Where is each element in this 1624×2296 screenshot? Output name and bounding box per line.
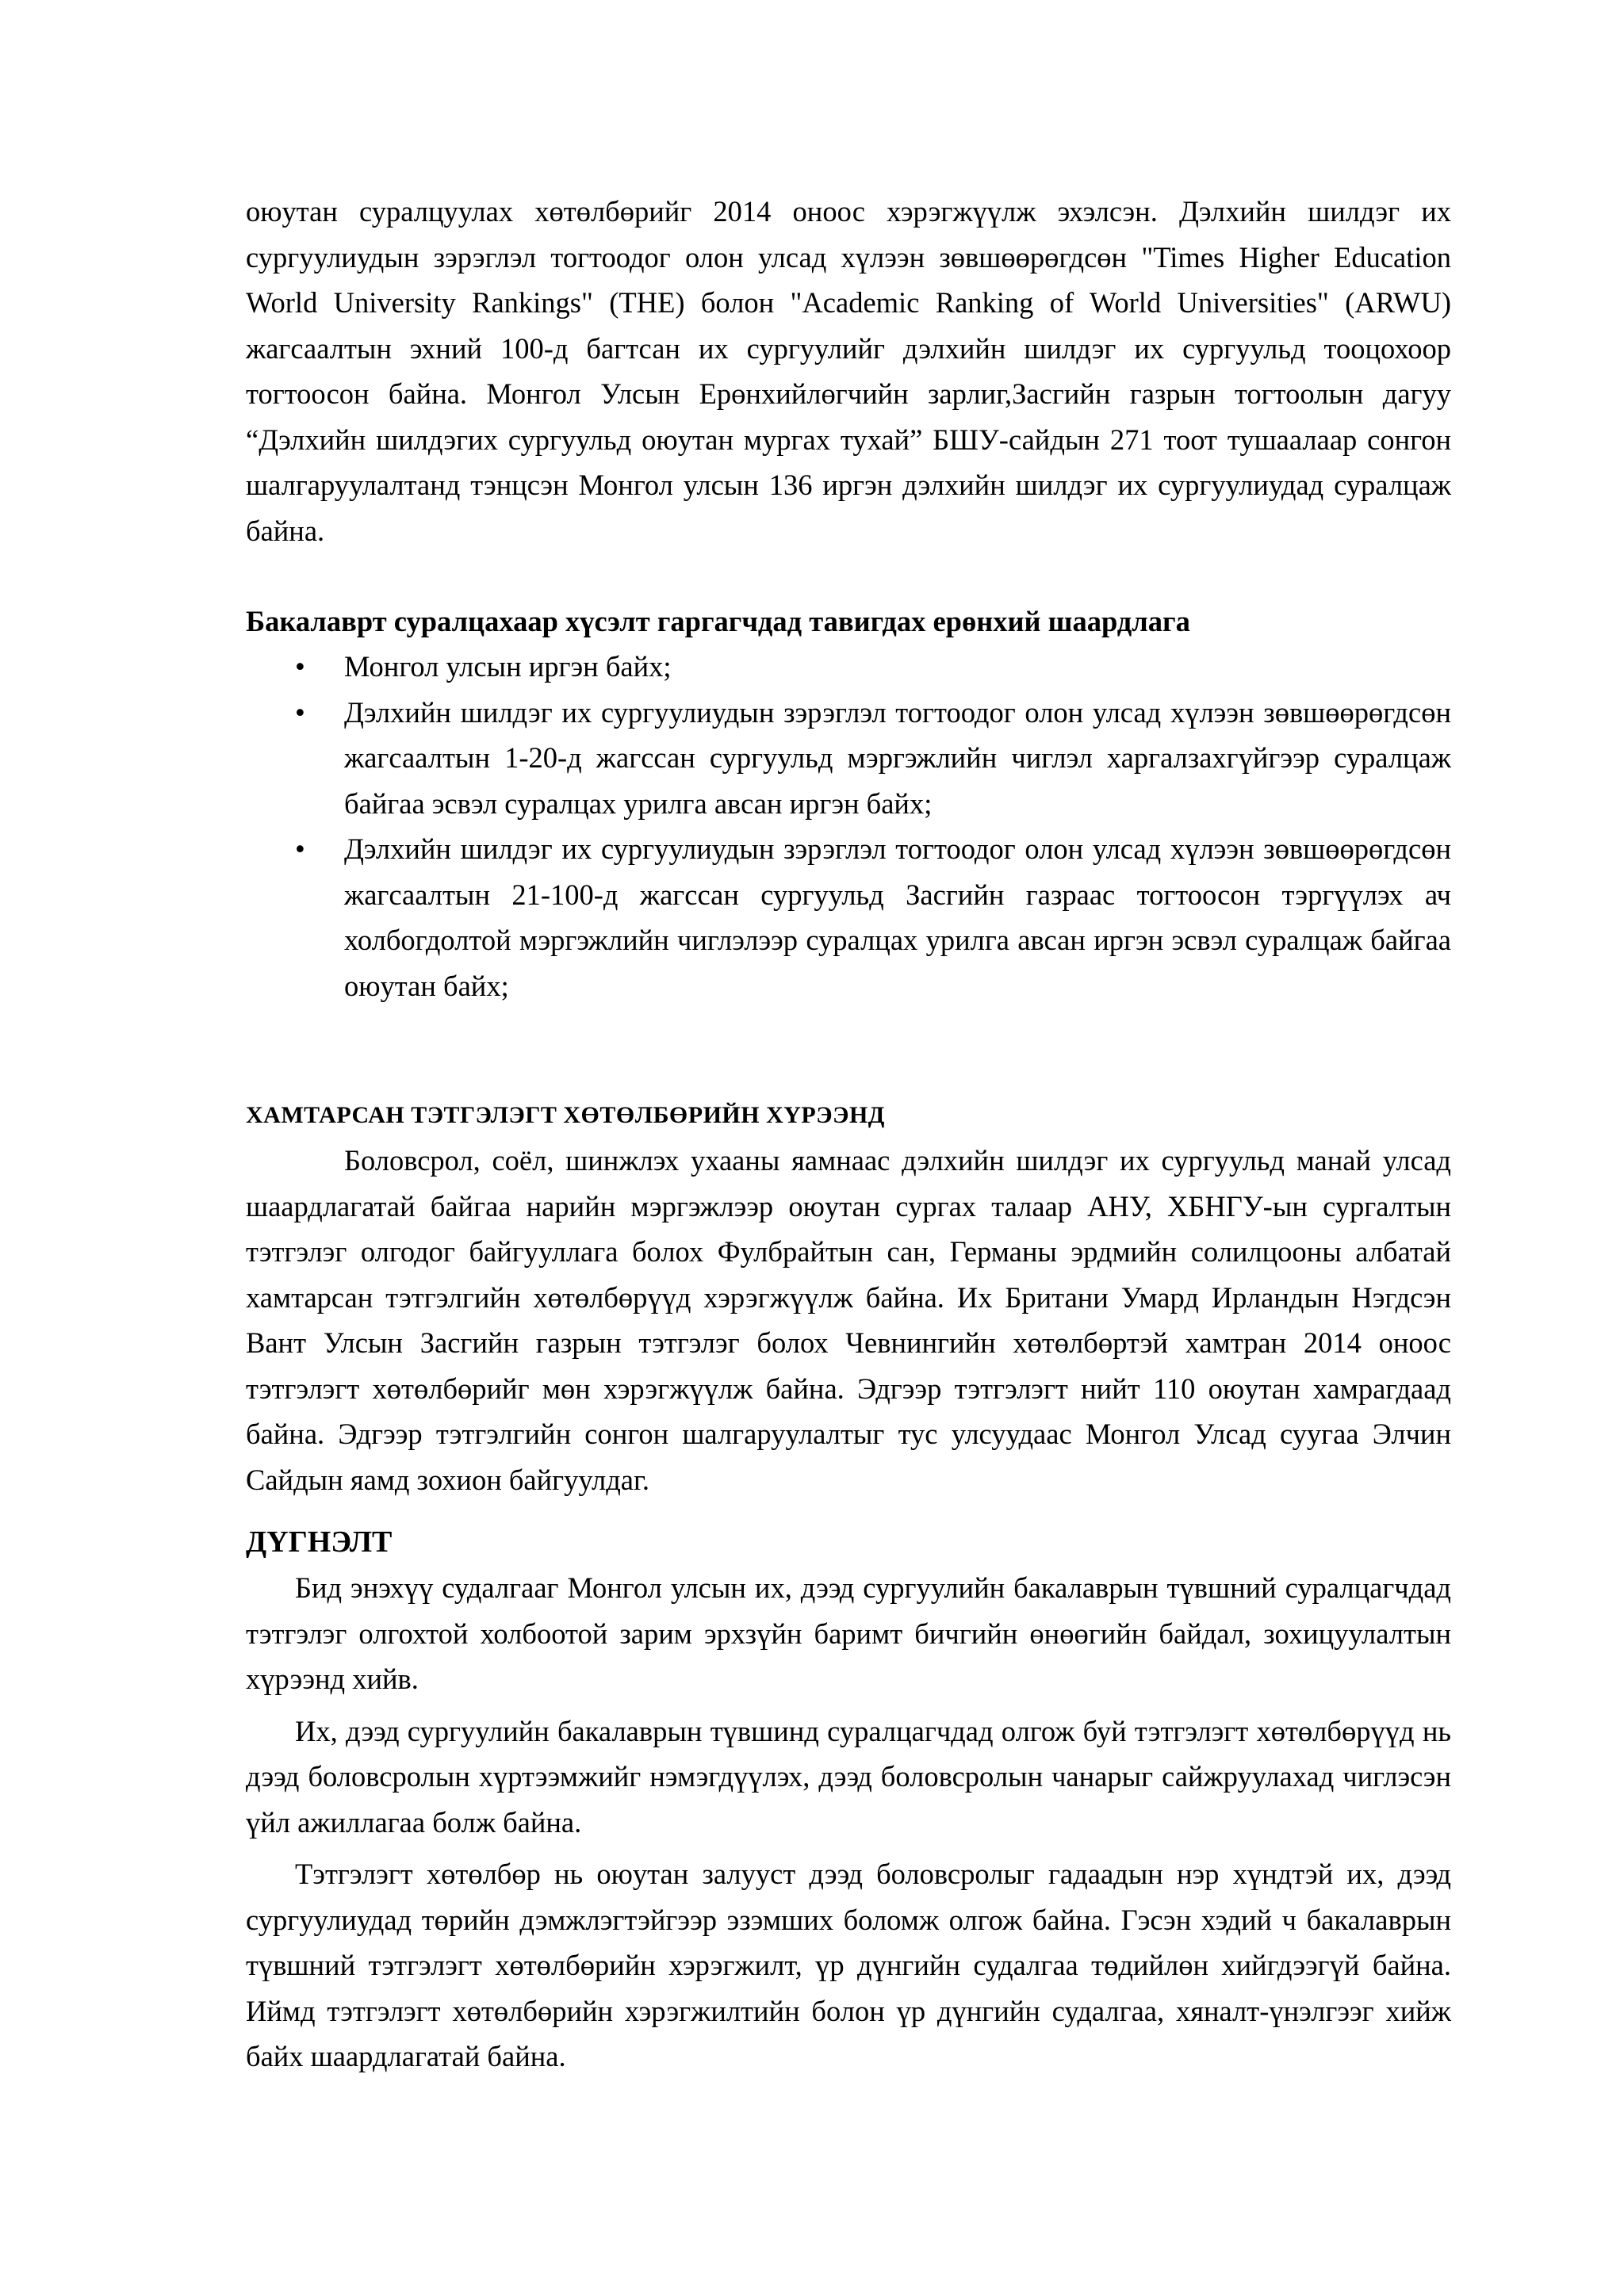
requirement-text: Дэлхийн шилдэг их сургуулиудын зэрэглэл тогтоодог олон улсад хүлээн зөвшөөрөгдсөн жагсаалтын 1-20-д жагссан сургуульд мэргэжлийн чиглэл харгалзахгүйгээр суралцаж байгаа эсвэл суралцах урилга авсан иргэн байх;	[344, 695, 1451, 820]
intro-paragraph: оюутан суралцуулах хөтөлбөрийг 2014 оноос хэрэгжүүлж эхэлсэн. Дэлхийн шилдэг их сургуулиудын зэрэглэл тогтоодог олон улсад хүлээн зөвшөөрөгдсөн "Times Higher Education World University Rankings" (THE) болон "Academic Ranking of World Universities" (ARWU) жагсаалтын эхний 100-д багтсан их сургуулийг дэлхийн шилдэг их сургуульд тооцохоор тогтоосон байна. Монгол Улсын Ерөнхийлөгчийн зарлиг,Засгийн газрын тогтоолын дагуу “Дэлхийн шилдэгих сургуульд оюутан мургах тухай” БШУ-сайдын 271 тоот тушаалаар сонгон шалгаруулалтанд тэнцсэн Монгол улсын 136 иргэн дэлхийн шилдэг их сургуулиудад суралцаж байна.	[246, 195, 1451, 547]
conclusion-heading: ДҮГНЭЛТ	[246, 1525, 393, 1559]
joint-section-heading: ХАМТАРСАН ТЭТГЭЛЭГТ ХӨТӨЛБӨРИЙН ХҮРЭЭНД	[246, 1102, 885, 1128]
requirements-list	[246, 644, 1451, 1008]
list-item	[295, 826, 1451, 1008]
list-item	[295, 690, 1451, 827]
document-page	[246, 189, 1451, 2080]
conclusion-paragraph-3: Тэтгэлэгт хөтөлбөр нь оюутан залууст дээд боловсролыг гадаадын нэр хүндтэй их, дээд сургуулиудад төрийн дэмжлэгтэйгээр эзэмших боломж олгож байна. Гэсэн хэдий ч бакалаврын түвшний тэтгэлэгт хөтөлбөрийн хэрэгжилт, үр дүнгийн судалгаа төдийлөн хийгдээгүй байна. Иймд тэтгэлэгт хөтөлбөрийн хэрэгжилтийн болон үр дүнгийн судалгаа, хяналт-үнэлгээг хийж байх шаардлагатай байна.	[246, 1858, 1451, 2072]
requirements-heading: Бакалаврт суралцахаар хүсэлт гаргагчдад тавигдах ерөнхий шаардлага	[246, 605, 1190, 637]
bullet-icon: •	[295, 695, 305, 729]
conclusion-paragraph-2: Их, дээд сургуулийн бакалаврын түвшинд суралцагчдад олгож буй тэтгэлэгт хөтөлбөрүүд нь дээд боловсролын хүртээмжийг нэмэгдүүлэх, дээд боловсролын чанарыг сайжруулахад чиглэсэн үйл ажиллагаа болж байна.	[246, 1714, 1451, 1839]
bullet-icon: •	[295, 832, 305, 865]
requirement-text: Дэлхийн шилдэг их сургуулиудын зэрэглэл тогтоодог олон улсад хүлээн зөвшөөрөгдсөн жагсаалтын 21-100-д жагссан сургуульд Засгийн газраас тогтоосон тэргүүлэх ач холбогдолтой мэргэжлийн чиглэлээр суралцах урилга авсан иргэн эсвэл суралцаж байгаа оюутан байх;	[344, 832, 1451, 1002]
list-item	[295, 644, 1451, 690]
conclusion-paragraph-1: Бид энэхүү судалгааг Монгол улсын их, дээд сургуулийн бакалаврын түвшний суралцагчдад тэтгэлэг олгохтой холбоотой зарим эрхзүйн баримт бичгийн өнөөгийн байдал, зохицуулалтын хүрээнд хийв.	[246, 1571, 1451, 1695]
requirement-text: Монгол улсын иргэн байх;	[344, 650, 672, 683]
bullet-icon: •	[295, 650, 305, 683]
joint-section-paragraph: Боловсрол, соёл, шинжлэх ухааны яамнаас дэлхийн шилдэг их сургуульд манай улсад шаардлагатай байгаа нарийн мэргэжлээр оюутан сургах талаар АНУ, ХБНГУ-ын сургалтын тэтгэлэг олгодог байгууллага болох Фулбрайтын сан, Германы эрдмийн солилцооны албатай хамтарсан тэтгэлгийн хөтөлбөрүүд хэрэгжүүлж байна. Их Британи Умард Ирландын Нэгдсэн Вант Улсын Засгийн газрын тэтгэлэг болох Чевнингийн хөтөлбөртэй хамтран 2014 оноос тэтгэлэгт хөтөлбөрийг мөн хэрэгжүүлж байна. Эдгээр тэтгэлэгт нийт 110 оюутан хамрагдаад байна. Эдгээр тэтгэлгийн сонгон шалгаруулалтыг тус улсуудаас Монгол Улсад суугаа Элчин Сайдын яамд зохион байгуулдаг.	[246, 1144, 1451, 1496]
